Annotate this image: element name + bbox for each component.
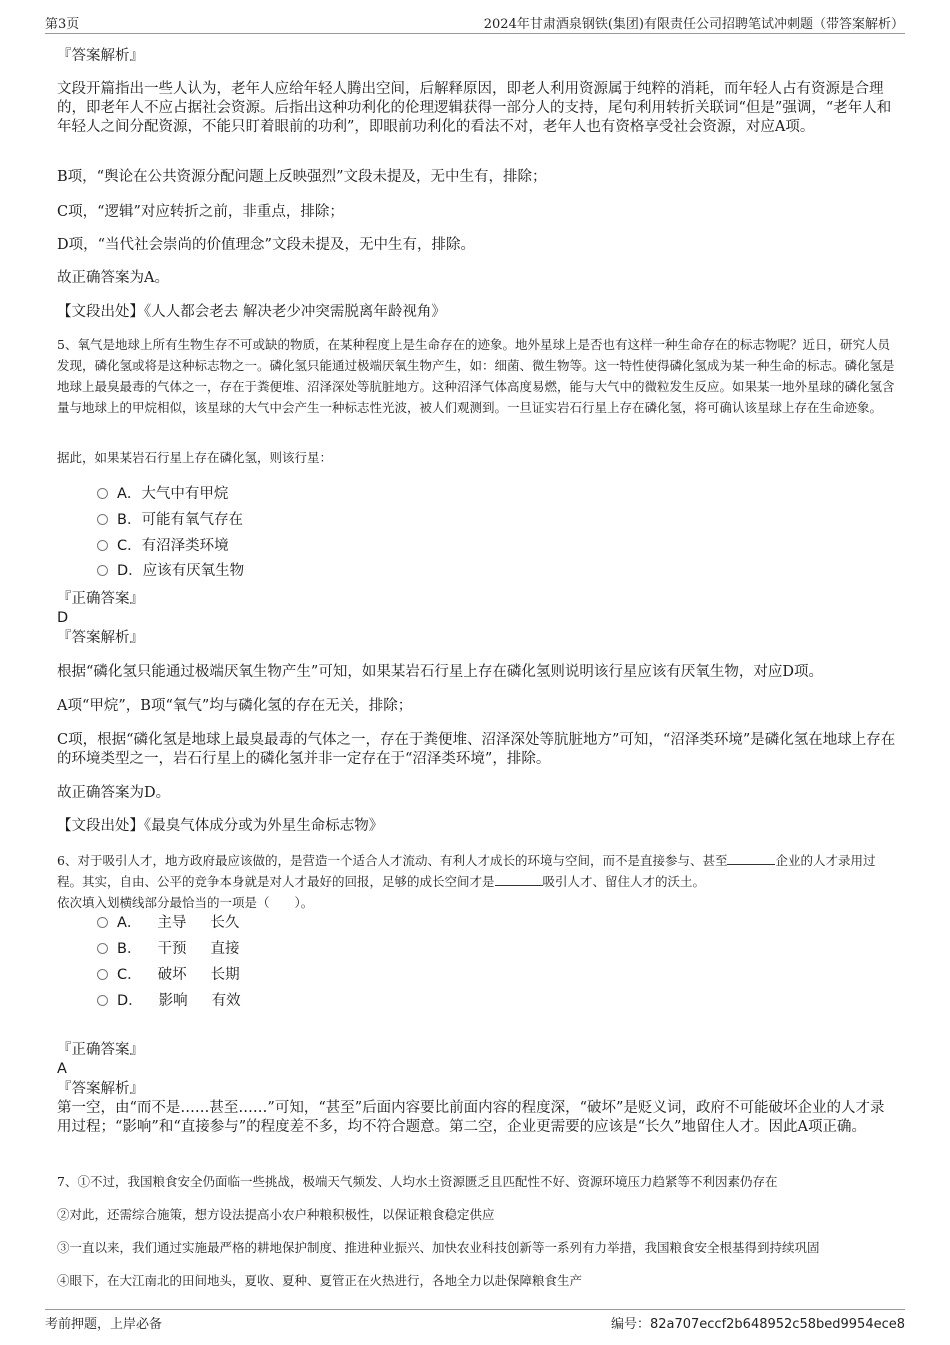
q4-source: 【文段出处】《人人都会老去 解决老少冲突需脱离年龄视角》 <box>57 304 446 320</box>
q4-analysis-d: D项，“当代社会崇尚的价值理念”文段未提及，无中生有，排除。 <box>57 237 475 253</box>
q7-sentence-2: ②对此，还需综合施策，想方设法提高小农户种粮积极性，以保证粮食稳定供应 <box>57 1207 495 1222</box>
q6-stem <box>57 850 899 913</box>
option-label: D． <box>117 563 143 579</box>
option-text: 可能有氧气存在 <box>141 512 243 528</box>
option-word-2: 有效 <box>211 993 241 1009</box>
document-title: 2024年甘肃酒泉钢铁(集团)有限责任公司招聘笔试冲刺题（带答案解析） <box>483 17 904 32</box>
q6-correct-label: 『正确答案』 <box>57 1042 144 1058</box>
q5-conclusion: 故正确答案为D。 <box>57 785 171 801</box>
q5-option-c[interactable] <box>97 536 229 556</box>
q6-analysis-label: 『答案解析』 <box>57 1081 144 1097</box>
q7-sentence-1: 7、①不过，我国粮食安全仍面临一些挑战，极端天气频发、人均水土资源匮乏且匹配性不好、资源环境压力趋紧等不利因素仍存在 <box>57 1174 778 1189</box>
header-divider <box>45 33 905 34</box>
option-text: 有沼泽类环境 <box>141 538 229 554</box>
q4-analysis-c: C项，“逻辑”对应转折之前，非重点，排除； <box>57 204 344 220</box>
q6-option-a[interactable] <box>97 913 239 933</box>
q6-stem-part-a: 6、对于吸引人才，地方政府最应该做的，是营造一个适合人才流动、有利人才成长的环境与空间，而不是直接参与、甚至 <box>57 853 728 868</box>
footer-code-label: 编号： <box>610 1317 650 1332</box>
q5-option-d[interactable] <box>97 561 244 581</box>
option-label: B． <box>117 512 142 528</box>
q6-option-b[interactable] <box>97 939 239 959</box>
q5-analysis-label: 『答案解析』 <box>57 630 144 646</box>
q5-option-b[interactable] <box>97 510 243 530</box>
q6-stem-part-b: 企业的人才录用过程。其实，自由、公平的竞争本身就是对人才最好的回报，足够的成长空间才是 <box>57 853 876 889</box>
radio-icon[interactable] <box>97 565 108 576</box>
q5-analysis-p3: C项，根据“磷化氢是地球上最臭最毒的气体之一，存在于粪便堆、沼泽深处等肮脏地方”可知，“沼泽类环境”是磷化氢在地球上存在的环境类型之一，岩石行星上的磷化氢并非一定存在于“沼泽类环境”，排除。 <box>57 732 896 767</box>
q4-analysis-b: B项，“舆论在公共资源分配问题上反映强烈”文段未提及，无中生有，排除； <box>57 169 547 185</box>
q5-analysis-p1: 根据“磷化氢只能通过极端厌氧生物产生”可知，如果某岩石行星上存在磷化氢则说明该行星应该有厌氧生物，对应D项。 <box>57 664 823 680</box>
page-number: 第3页 <box>45 17 80 32</box>
q6-option-c[interactable] <box>97 965 240 985</box>
radio-icon[interactable] <box>97 488 108 499</box>
fill-blank-1 <box>727 852 775 865</box>
option-word-1: 干预 <box>157 941 187 957</box>
q4-analysis-label: 『答案解析』 <box>57 48 144 64</box>
radio-icon[interactable] <box>97 514 108 525</box>
q7-sentence-3: ③一直以来，我们通过实施最严格的耕地保护制度、推进种业振兴、加快农业科技创新等一系列有力举措，我国粮食安全根基得到持续巩固 <box>57 1240 820 1255</box>
q6-analysis: 第一空，由“而不是……甚至……”可知，“甚至”后面内容要比前面内容的程度深，“破坏”是贬义词，政府不可能破坏企业的人才录用过程；“影响”和“直接参与”的程度差不多，均不符合题意。第二空，企业更需要的应该是“长久”地留住人才。因此A项正确。 <box>57 1100 885 1135</box>
q5-source: 【文段出处】《最臭气体成分或为外星生命标志物》 <box>57 818 384 834</box>
option-word-2: 长久 <box>210 915 240 931</box>
option-text: 大气中有甲烷 <box>141 486 229 502</box>
q5-analysis-p2: A项“甲烷”，B项“氧气”均与磷化氢的存在无关，排除； <box>57 698 413 714</box>
q7-sentence-4: ④眼下，在大江南北的田间地头，夏收、夏种、夏管正在火热进行，各地全力以赴保障粮食生产 <box>57 1273 583 1288</box>
q5-stem: 5、氧气是地球上所有生物生存不可或缺的物质，在某种程度上是生命存在的迹象。地外星球上是否也有这样一种生命存在的标志物呢？近日，研究人员发现，磷化氢或将是这种标志物之一。磷化氢只能通过极端厌氧生物产生，如：细菌、微生物等。这一特性使得磷化氢成为某一种生命的标志。磷化氢是地球上最臭最毒的气体之一，存在于粪便堆、沼泽深处等肮脏地方。这种沼泽气体高度易燃，能与大气中的微粒发生反应。如果某一地外星球的磷化氢含量与地球上的甲烷相似，该星球的大气中会产生一种标志性光波，被人们观测到。一旦证实岩石行星上存在磷化氢，将可确认该星球上存在生命迹象。 <box>57 337 895 415</box>
footer-code <box>611 1313 905 1332</box>
option-label: D． <box>117 993 143 1009</box>
option-text: 应该有厌氧生物 <box>142 563 245 579</box>
radio-icon[interactable] <box>97 969 108 980</box>
option-word-1: 主导 <box>157 915 187 931</box>
radio-icon[interactable] <box>97 995 108 1006</box>
footer-divider <box>45 1309 905 1310</box>
q6-stem-part-c: 吸引人才、留住人才的沃土。 <box>542 874 706 889</box>
q4-conclusion: 故正确答案为A。 <box>57 270 169 286</box>
q6-correct-answer: A <box>57 1061 67 1077</box>
q5-option-a[interactable] <box>97 484 228 504</box>
q5-correct-answer: D <box>57 610 69 626</box>
radio-icon[interactable] <box>97 943 108 954</box>
q5-question: 据此，如果某岩石行星上存在磷化氢，则该行星： <box>57 450 333 465</box>
q6-option-d[interactable] <box>97 991 241 1011</box>
option-word-1: 破坏 <box>157 967 187 983</box>
footer-slogan: 考前押题，上岸必备 <box>45 1317 163 1332</box>
option-label: B． <box>117 941 142 957</box>
option-label: A． <box>117 915 142 931</box>
radio-icon[interactable] <box>97 540 108 551</box>
option-word-2: 直接 <box>210 941 240 957</box>
radio-icon[interactable] <box>97 917 108 928</box>
fill-blank-2 <box>495 873 543 886</box>
footer-code-value: 82a707eccf2b648952c58bed9954ece8 <box>649 1317 905 1332</box>
option-word-2: 长期 <box>210 967 240 983</box>
option-label: C． <box>117 538 142 554</box>
q4-analysis-paragraph: 文段开篇指出一些人认为，老年人应给年轻人腾出空间，后解释原因，即老人利用资源属于纯粹的消耗，而年轻人占有资源是合理的，即老年人不应占据社会资源。后指出这种功利化的伦理逻辑获得一部分人的支持，尾句利用转折关联词“但是”强调，“老年人和年轻人之间分配资源，不能只盯着眼前的功利”，即眼前功利化的看法不对，老年人也有资格享受社会资源，对应A项。 <box>57 81 892 135</box>
option-word-1: 影响 <box>158 993 188 1009</box>
q6-question: 依次填入划横线部分最恰当的一项是（ ）。 <box>57 895 314 910</box>
option-label: A． <box>117 486 142 502</box>
option-label: C． <box>117 967 142 983</box>
q5-correct-label: 『正确答案』 <box>57 591 144 607</box>
